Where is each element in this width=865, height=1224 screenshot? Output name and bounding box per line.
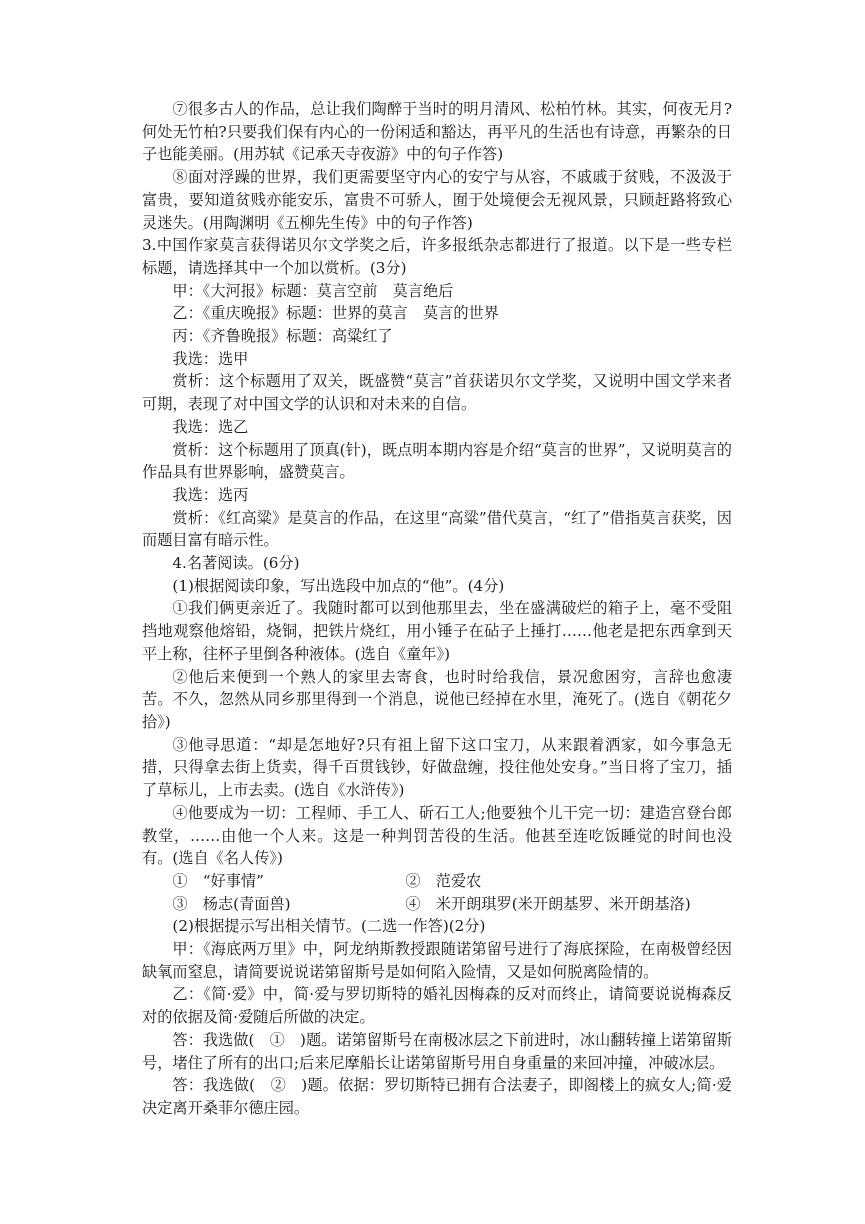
choice-yi: 我选：选乙 xyxy=(172,417,249,436)
question-4-1-prompt: (1)根据阅读印象，写出选段中加点的“他”。(4分) xyxy=(172,576,505,595)
answer-2: ② 范爱农 xyxy=(405,871,482,890)
option-jia-prompt: 甲：《海底两万里》中，阿龙纳斯教授跟随诺第留号进行了海底探险，在南极曾经因缺氧而窒息，请简要说说诺第留斯号是如何陷入险情，又是如何脱离险情的。 xyxy=(142,940,732,981)
headline-option-bing: 丙：《齐鲁晚报》标题：高粱红了 xyxy=(172,327,393,346)
document-body xyxy=(142,98,732,1120)
answer-row-2 xyxy=(142,893,732,916)
headline-option-jia: 甲：《大河报》标题：莫言空前 莫言绝后 xyxy=(172,281,454,300)
question-4-heading: 4.名著阅读。(6分) xyxy=(172,554,300,573)
analysis-bing: 赏析：《红高粱》是莫言的作品，在这里“高粱”借代莫言，“红了”借指莫言获奖，因而题目富有暗示性。 xyxy=(142,508,732,550)
question-4-2-prompt: (2)根据提示写出相关情节。(二选一作答)(2分) xyxy=(172,917,486,936)
question-3-heading: 3.中国作家莫言获得诺贝尔文学奖之后，许多报纸杂志都进行了报道。以下是一些专栏标题，请选择其中一个加以赏析。(3分) xyxy=(142,236,732,277)
answer-4: ④ 米开朗琪罗(米开朗基罗、米开朗基洛) xyxy=(405,894,691,913)
answer-3: ③ 杨志(青面兽) xyxy=(172,894,291,913)
excerpt-2: ②他后来便到一个熟人的家里去寄食，也时时给我信，景况愈困穷，言辞也愈凄苦。不久，忽然从同乡那里得到一个消息，说他已经掉在水里，淹死了。(选自《朝花夕拾》) xyxy=(142,667,732,731)
option-yi-prompt: 乙：《简·爱》中，简·爱与罗切斯特的婚礼因梅森的反对而终止，请简要说说梅森反对的依据及简·爱随后所做的决定。 xyxy=(142,985,732,1027)
excerpt-3: ③他寻思道：“却是怎地好?只有祖上留下这口宝刀，从来跟着洒家，如今事急无措，只得拿去街上货卖，得千百贯钱钞，好做盘缠，投往他处安身。”当日将了宝刀，插了草标儿，上市去卖。(选自《水浒传》) xyxy=(142,735,732,800)
answer-yi: 答：我选做( ② )题。依据：罗切斯特已拥有合法妻子，即阁楼上的疯女人;简·爱决定离开桑菲尔德庄园。 xyxy=(142,1076,732,1117)
answer-1: ① “好事情” xyxy=(172,871,264,890)
excerpt-1: ①我们俩更亲近了。我随时都可以到他那里去，坐在盛满破烂的箱子上，毫不受阻挡地观察他熔铅，烧铜，把铁片烧红，用小锤子在砧子上捶打……他老是把东西拿到天平上称，往杯子里倒各种液体。(选自《童年》) xyxy=(142,599,732,663)
headline-option-yi: 乙：《重庆晚报》标题：世界的莫言 莫言的世界 xyxy=(172,304,499,323)
choice-jia: 我选：选甲 xyxy=(172,349,249,368)
answer-row-1 xyxy=(142,870,732,893)
choice-bing: 我选：选丙 xyxy=(172,485,249,504)
analysis-jia: 赏析：这个标题用了双关，既盛赞“莫言”首获诺贝尔文学奖，又说明中国文学来者可期，表现了对中国文学的认识和对未来的自信。 xyxy=(142,372,732,414)
excerpt-4: ④他要成为一切：工程师、手工人、斫石工人;他要独个儿干完一切：建造宫登台郎教堂，……由他一个人来。这是一种判罚苦役的生活。他甚至连吃饭睡觉的时间也没有。(选自《名人传》) xyxy=(142,803,732,868)
analysis-yi: 赏析：这个标题用了顶真(针)，既点明本期内容是介绍“莫言的世界”，又说明莫言的作品具有世界影响，盛赞莫言。 xyxy=(142,440,732,482)
question-item-7: ⑦很多古人的作品，总让我们陶醉于当时的明月清风、松柏竹林。其实，何夜无月?何处无竹柏?只要我们保有内心的一份闲适和豁达，再平凡的生活也有诗意，再繁杂的日子也能美丽。(用苏轼《记承天寺夜游》中的句子作答) xyxy=(142,100,732,164)
answer-jia: 答：我选做( ① )题。诺第留斯号在南极冰层之下前进时，冰山翻转撞上诺第留斯号，堵住了所有的出口;后来尼摩船长让诺第留斯号用自身重量的来回冲撞，冲破冰层。 xyxy=(142,1030,732,1072)
question-item-8: ⑧面对浮躁的世界，我们更需要坚守内心的安宁与从容，不戚戚于贫贱，不汲汲于富贵，要知道贫贱亦能安乐，富贵不可骄人，囿于处境便会无视风景，只顾赶路将致心灵迷失。(用陶渊明《五柳先生传》中的句子作答) xyxy=(142,168,732,232)
